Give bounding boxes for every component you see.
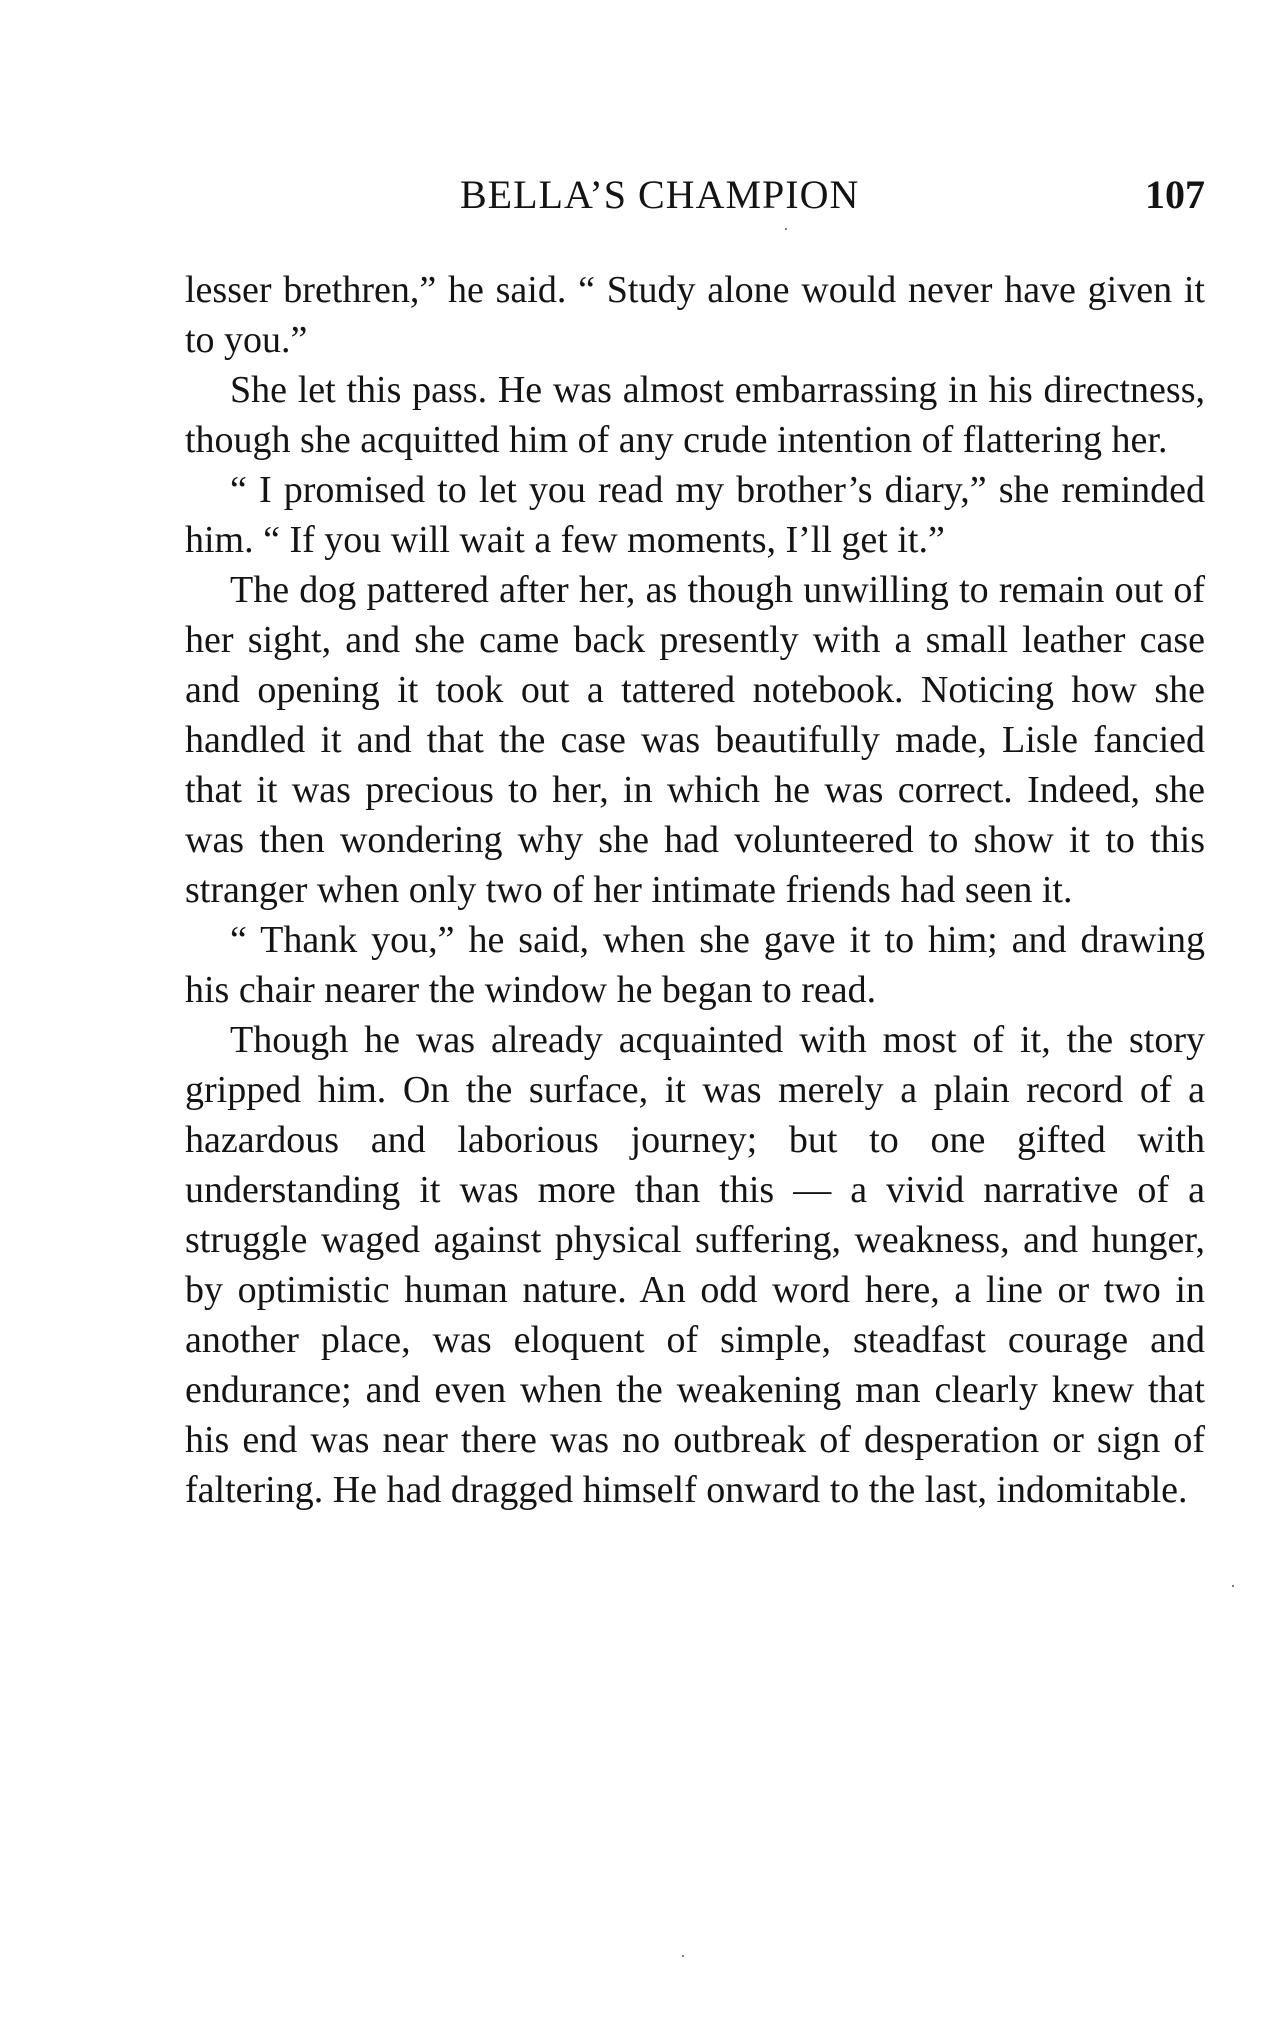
paragraph: “ Thank you,” he said, when she gave it to him; and drawing his chair nearer the window he began to read.	[185, 919, 1205, 1011]
paragraph: She let this pass. He was almost embarrassing in his directness, though she acquitted him of any crude intention of flattering her.	[185, 369, 1205, 461]
page-number: 107	[1145, 172, 1205, 217]
running-head	[185, 170, 1205, 220]
paragraph: Though he was already acquainted with most of it, the story gripped him. On the surface, it was merely a plain record of a hazardous and laborious journey; but to one gifted with understanding it was more than this — a vivid narrative of a struggle waged against physical suffering, weakness, and hunger, by optimistic human nature. An odd word here, a line or two in another place, was eloquent of simple, steadfast courage and endurance; and even when the weakening man clearly knew that his end was near there was no outbreak of desperation or sign of faltering. He had dragged himself onward to the last, indomitable.	[185, 1019, 1205, 1511]
paper-speck	[1232, 1585, 1234, 1587]
body-text	[185, 265, 1205, 1515]
paragraph: The dog pattered after her, as though unwilling to remain out of her sight, and she came back presently with a small leather case and opening it took out a tattered notebook. Noticing how she handled it and that the case was beautifully made, Lisle fancied that it was precious to her, in which he was correct. Indeed, she was then wondering why she had volunteered to show it to this stranger when only two of her intimate friends had seen it.	[185, 569, 1205, 911]
paper-speck	[682, 1955, 684, 1957]
paragraph: “ I promised to let you read my brother’s diary,” she reminded him. “ If you will wait a few moments, I’ll get it.”	[185, 469, 1205, 561]
paper-speck	[785, 228, 787, 230]
running-title: BELLA’S CHAMPION	[460, 172, 860, 217]
paragraph-continuation: lesser brethren,” he said. “ Study alone would never have given it to you.”	[185, 269, 1205, 361]
